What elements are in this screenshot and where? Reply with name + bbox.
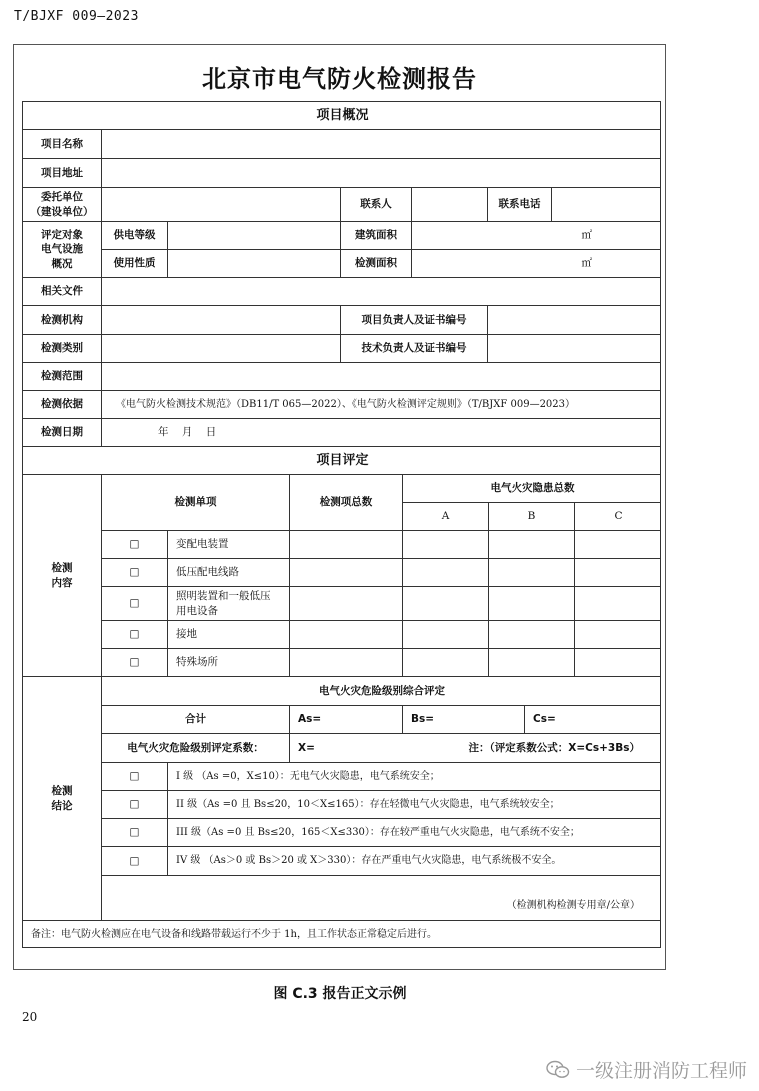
label-power-grade: 供电等级 <box>102 222 168 250</box>
label-item-1: 变配电装置 <box>168 531 290 559</box>
cell-item-5-total <box>290 649 403 677</box>
value-agency <box>102 306 341 335</box>
label-client: 委托单位 （建设单位） <box>23 188 102 222</box>
label-tech-lead: 技术负责人及证书编号 <box>341 335 488 363</box>
checkbox-item-4[interactable]: □ <box>102 621 168 649</box>
cell-item-3-c <box>575 587 661 621</box>
label-coefficient: 电气火灾危险级别评定系数： <box>102 734 290 763</box>
cell-item-4-c <box>575 621 661 649</box>
label-evaluation-object: 评定对象 电气设施 概况 <box>23 222 102 278</box>
label-item-5: 特殊场所 <box>168 649 290 677</box>
label-building-area: 建筑面积 <box>341 222 412 250</box>
checkbox-level-2[interactable]: □ <box>102 791 168 819</box>
label-test-area: 检测面积 <box>341 250 412 278</box>
label-total: 合计 <box>102 706 290 734</box>
cell-item-3-b <box>489 587 575 621</box>
value-power-grade <box>168 222 341 250</box>
value-scope <box>102 363 661 391</box>
checkbox-level-3[interactable]: □ <box>102 819 168 847</box>
header-test-item: 检测单项 <box>102 475 290 531</box>
value-project-lead <box>488 306 661 335</box>
checkbox-item-3[interactable]: □ <box>102 587 168 621</box>
cell-item-3-a <box>403 587 489 621</box>
value-usage <box>168 250 341 278</box>
cell-item-2-total <box>290 559 403 587</box>
label-category: 检测类别 <box>23 335 102 363</box>
header-col-c: C <box>575 503 661 531</box>
cell-item-4-a <box>403 621 489 649</box>
cell-item-2-c <box>575 559 661 587</box>
label-project-name: 项目名称 <box>23 130 102 159</box>
note-formula: 注：（评定系数公式：X=Cs+3Bs） <box>403 734 661 763</box>
cell-item-4-total <box>290 621 403 649</box>
label-project-address: 项目地址 <box>23 159 102 188</box>
watermark-text: 一级注册消防工程师 <box>575 1060 747 1082</box>
checkbox-item-2[interactable]: □ <box>102 559 168 587</box>
section-heading-evaluation: 项目评定 <box>23 447 661 475</box>
value-as: As= <box>290 706 403 734</box>
checkbox-item-1[interactable]: □ <box>102 531 168 559</box>
page-number: 20 <box>22 1010 38 1024</box>
cell-item-5-a <box>403 649 489 677</box>
label-basis: 检测依据 <box>23 391 102 419</box>
header-hazard-total: 电气火灾隐患总数 <box>403 475 661 503</box>
value-test-area: ㎡ <box>412 250 661 278</box>
composite-evaluation-title: 电气火灾危险级别综合评定 <box>102 677 661 706</box>
value-date: 年 月 日 <box>102 419 661 447</box>
label-agency: 检测机构 <box>23 306 102 335</box>
label-contact-phone: 联系电话 <box>488 188 552 222</box>
label-item-3: 照明装置和一般低压用电设备 <box>168 587 290 621</box>
value-client <box>102 188 341 222</box>
label-level-1: I 级 （As =0，X≤10）：无电气火灾隐患，电气系统安全； <box>168 763 661 791</box>
label-level-3: III 级（As =0 且 Bs≤20，165＜X≤330）：存在较严重电气火灾隐患，电气系统不安全； <box>168 819 661 847</box>
report-table <box>22 101 661 948</box>
standard-code: T/BJXF 009—2023 <box>14 9 139 24</box>
value-category <box>102 335 341 363</box>
cell-item-1-a <box>403 531 489 559</box>
section-heading-overview: 项目概况 <box>23 102 661 130</box>
value-project-name <box>102 130 661 159</box>
value-building-area: ㎡ <box>412 222 661 250</box>
label-level-4: IV 级 （As＞0 或 Bs＞20 或 X＞330）：存在严重电气火灾隐患，电气系统极不安全。 <box>168 847 661 876</box>
cell-item-3-total <box>290 587 403 621</box>
value-contact-phone <box>552 188 661 222</box>
value-bs: Bs= <box>403 706 525 734</box>
label-date: 检测日期 <box>23 419 102 447</box>
figure-caption: 图 C.3 报告正文示例 <box>273 986 407 1002</box>
wechat-icon <box>546 1060 570 1080</box>
watermark <box>546 1056 747 1083</box>
value-contact <box>412 188 488 222</box>
report-title: 北京市电气防火检测报告 <box>202 64 477 93</box>
label-usage: 使用性质 <box>102 250 168 278</box>
value-related-docs <box>102 278 661 306</box>
value-basis: 《电气防火检测技术规范》（DB11/T 065—2022）、《电气防火检测评定规则》（T/BJXF 009—2023） <box>102 391 661 419</box>
label-contact: 联系人 <box>341 188 412 222</box>
label-test-conclusion: 检测 结论 <box>23 677 102 921</box>
value-project-address <box>102 159 661 188</box>
cell-item-5-c <box>575 649 661 677</box>
cell-item-1-c <box>575 531 661 559</box>
value-cs: Cs= <box>525 706 661 734</box>
label-item-4: 接地 <box>168 621 290 649</box>
checkbox-item-5[interactable]: □ <box>102 649 168 677</box>
checkbox-level-4[interactable]: □ <box>102 847 168 876</box>
remark: 备注：电气防火检测应在电气设备和线路带载运行不少于 1h，且工作状态正常稳定后进行。 <box>31 929 437 941</box>
header-col-a: A <box>403 503 489 531</box>
checkbox-level-1[interactable]: □ <box>102 763 168 791</box>
label-scope: 检测范围 <box>23 363 102 391</box>
label-related-docs: 相关文件 <box>23 278 102 306</box>
label-project-lead: 项目负责人及证书编号 <box>341 306 488 335</box>
value-tech-lead <box>488 335 661 363</box>
cell-item-4-b <box>489 621 575 649</box>
cell-item-2-a <box>403 559 489 587</box>
cell-item-2-b <box>489 559 575 587</box>
cell-item-1-total <box>290 531 403 559</box>
stamp-note: （检测机构检测专用章/公章） <box>102 876 661 921</box>
label-item-2: 低压配电线路 <box>168 559 290 587</box>
value-x: X= <box>290 734 403 763</box>
label-test-content: 检测 内容 <box>23 475 102 677</box>
cell-item-1-b <box>489 531 575 559</box>
header-col-b: B <box>489 503 575 531</box>
label-level-2: II 级（As =0 且 Bs≤20，10＜X≤165）：存在轻微电气火灾隐患，电气系统较安全； <box>168 791 661 819</box>
cell-item-5-b <box>489 649 575 677</box>
header-test-total: 检测项总数 <box>290 475 403 531</box>
